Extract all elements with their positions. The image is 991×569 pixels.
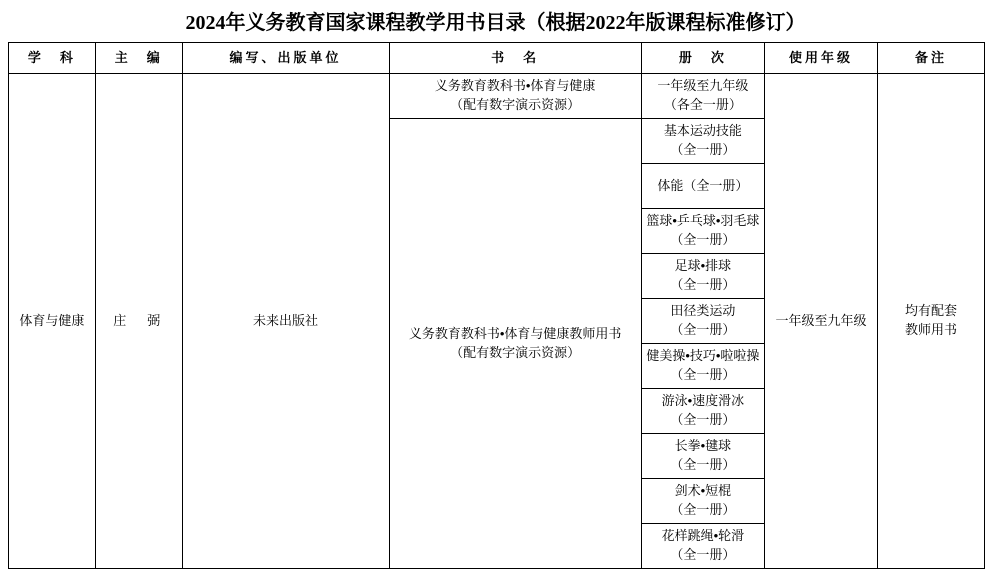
cell-volume (641, 119, 764, 164)
volume-line2: （全一册） (670, 412, 736, 427)
cell-editor: 庄 弼 (95, 74, 182, 569)
cell-volume (641, 254, 764, 299)
volume-line1: 健美操•技巧•啦啦操 (646, 348, 760, 364)
textbook-catalog-table (8, 42, 985, 569)
cell-volume (641, 344, 764, 389)
cell-publisher: 未来出版社 (182, 74, 389, 569)
volume-line1: 足球•排球 (674, 258, 732, 274)
volume-line1: 一年级至九年级 (657, 78, 749, 94)
cell-volume (641, 479, 764, 524)
cell-volume (641, 434, 764, 479)
cell-volume (641, 299, 764, 344)
volume-line2: （各全一册） (663, 97, 742, 112)
volume-line2: （全一册） (670, 322, 736, 337)
volume-line1: 田径类运动 (670, 303, 736, 319)
cell-remark (877, 74, 984, 569)
header-book-name: 书 名 (389, 43, 641, 74)
volume-line1: 篮球•乒乓球•羽毛球 (646, 213, 760, 229)
cell-book-name (389, 74, 641, 119)
cell-volume (641, 524, 764, 569)
book-name-line2: （配有数字演示资源） (450, 97, 581, 112)
header-remark: 备注 (877, 43, 984, 74)
volume-line2: （全一册） (670, 547, 736, 562)
page-title: 2024年义务教育国家课程教学用书目录（根据2022年版课程标准修订） (185, 12, 806, 34)
cell-volume (641, 74, 764, 119)
volume-line1: 游泳•速度滑冰 (661, 393, 745, 409)
volume-line1: 体能（全一册） (657, 177, 749, 193)
remark-line1: 均有配套 (904, 303, 957, 319)
header-publisher: 编写、出版单位 (182, 43, 389, 74)
volume-line2: （全一册） (670, 142, 736, 157)
table-row (9, 74, 985, 119)
cell-volume (641, 164, 764, 209)
cell-grade: 一年级至九年级 (764, 74, 877, 569)
cell-subject: 体育与健康 (9, 74, 96, 569)
volume-line2: （全一册） (670, 232, 736, 247)
header-volume: 册 次 (641, 43, 764, 74)
volume-line2: （全一册） (670, 277, 736, 292)
cell-volume (641, 209, 764, 254)
header-editor: 主 编 (95, 43, 182, 74)
header-grade: 使用年级 (764, 43, 877, 74)
header-subject: 学 科 (9, 43, 96, 74)
volume-line1: 基本运动技能 (663, 123, 742, 139)
remark-line2: 教师用书 (904, 322, 957, 337)
volume-line1: 花样跳绳•轮滑 (661, 528, 745, 544)
volume-line2: （全一册） (670, 367, 736, 382)
volume-line1: 剑术•短棍 (674, 483, 732, 499)
book-name-line2: （配有数字演示资源） (450, 344, 581, 360)
table-header-row (9, 43, 985, 74)
book-name-line1: 义务教育教科书•体育与健康教师用书 (408, 325, 622, 341)
cell-volume (641, 389, 764, 434)
volume-line1: 长拳•毽球 (674, 438, 732, 454)
book-name-line1: 义务教育教科书•体育与健康 (434, 78, 596, 94)
cell-book-name (389, 119, 641, 569)
volume-line2: （全一册） (670, 502, 736, 517)
volume-line2: （全一册） (670, 457, 736, 472)
